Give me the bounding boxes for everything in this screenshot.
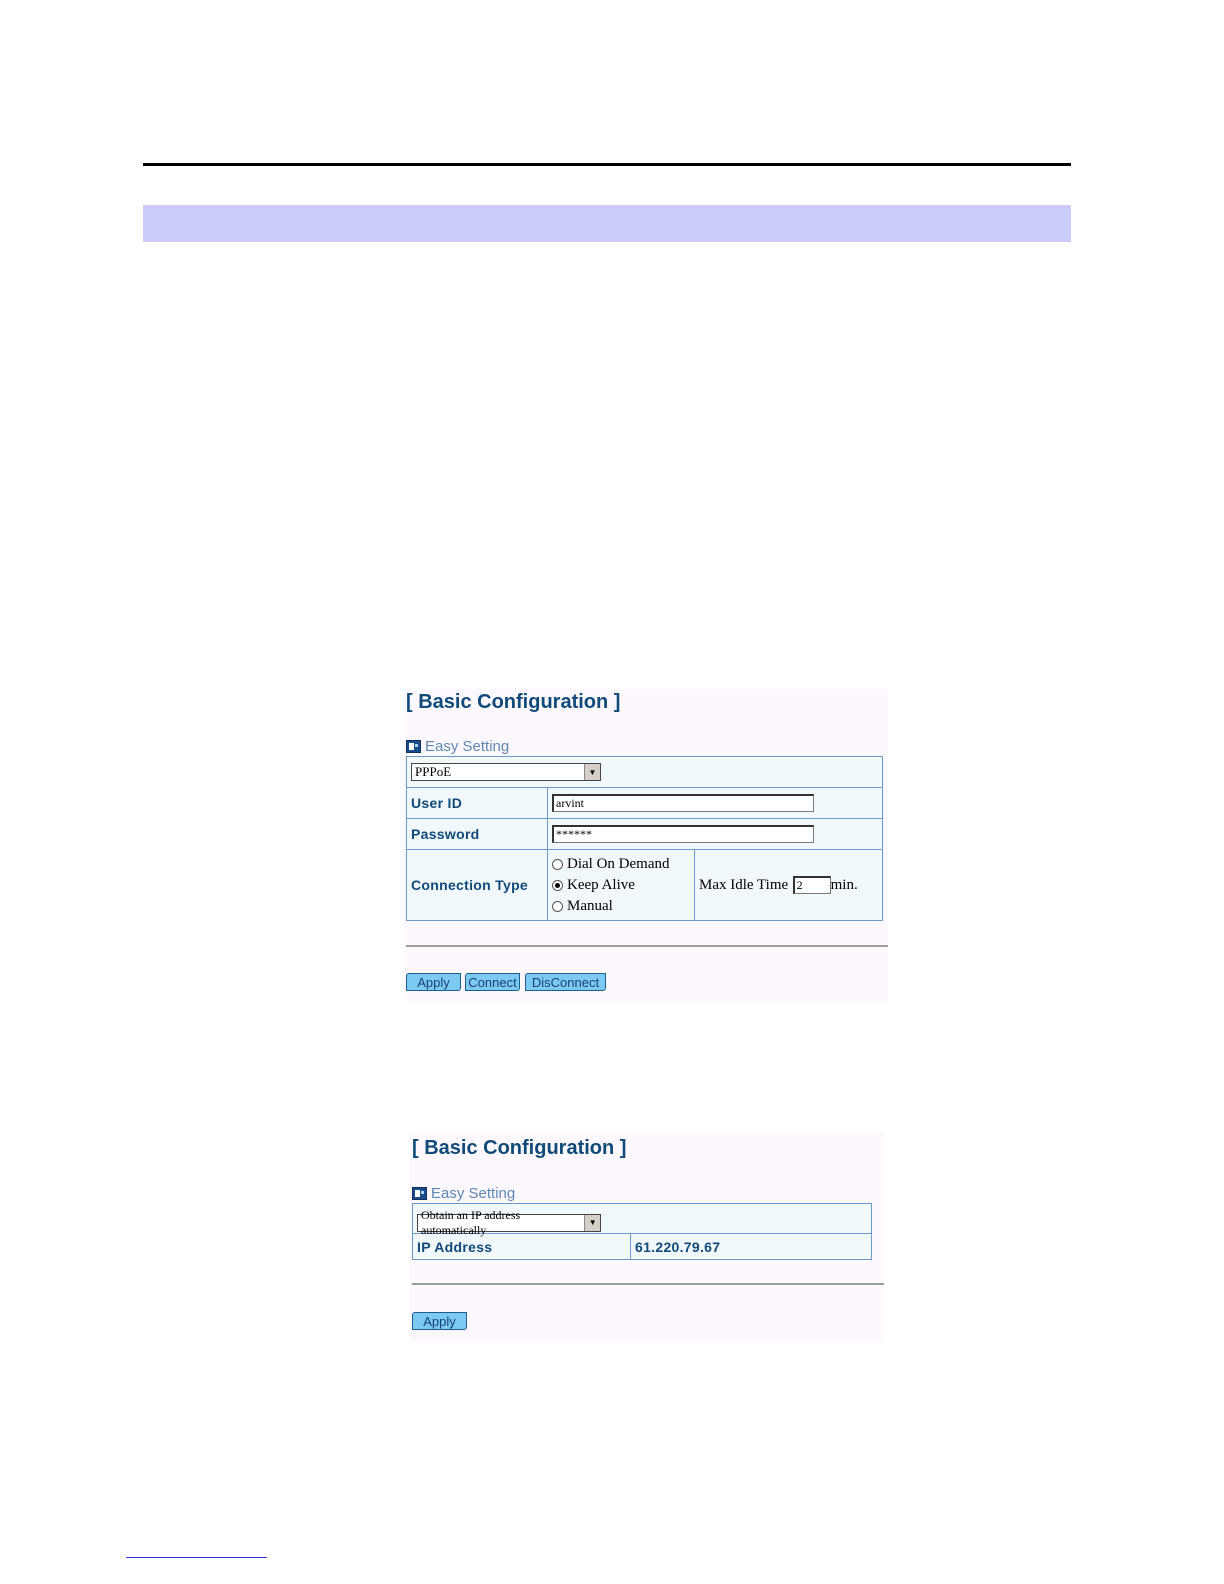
- easy-setting-icon: [406, 740, 421, 753]
- connection-mode-value: Obtain an IP address automatically: [421, 1207, 521, 1237]
- connection-mode-value: PPPoE: [415, 764, 452, 779]
- apply-button[interactable]: Apply: [406, 973, 461, 991]
- max-idle-label: Max Idle Time: [699, 877, 789, 894]
- option-label: Dial On Demand: [567, 855, 670, 872]
- header-rule: [143, 163, 1071, 166]
- option-label: Keep Alive: [567, 876, 635, 893]
- divider: [406, 945, 888, 948]
- easy-setting-label: Easy Setting: [431, 1185, 516, 1202]
- connection-type-options: [548, 850, 695, 921]
- option-manual[interactable]: [552, 896, 690, 917]
- option-dial-on-demand[interactable]: [552, 854, 690, 875]
- user-id-input[interactable]: arvint: [552, 794, 814, 812]
- easy-setting-icon: [412, 1187, 427, 1200]
- chevron-down-icon[interactable]: ▼: [584, 764, 600, 780]
- mode-row: [413, 1204, 872, 1237]
- password-cell: [548, 819, 883, 850]
- connection-mode-select[interactable]: [417, 1207, 601, 1237]
- radio-dial-on-demand[interactable]: [552, 859, 563, 870]
- divider: [412, 1283, 884, 1286]
- radio-manual[interactable]: [552, 901, 563, 912]
- mode-row: [407, 757, 883, 788]
- connect-button[interactable]: Connect: [465, 973, 520, 991]
- user-id-cell: [548, 788, 883, 819]
- password-label: Password: [407, 819, 548, 850]
- easy-setting-header: [406, 738, 509, 755]
- page-title: [ Basic Configuration ]: [412, 1137, 627, 1159]
- basic-config-pppoe-panel: [404, 689, 888, 1001]
- easy-setting-header: [412, 1185, 515, 1202]
- config-table: [412, 1203, 872, 1260]
- easy-setting-label: Easy Setting: [425, 738, 510, 755]
- basic-config-dhcp-panel: [410, 1132, 884, 1342]
- radio-keep-alive[interactable]: [552, 880, 563, 891]
- chevron-down-icon[interactable]: ▼: [584, 1215, 600, 1231]
- connection-mode-select[interactable]: [411, 763, 601, 781]
- option-keep-alive[interactable]: [552, 875, 690, 896]
- max-idle-input[interactable]: 2: [793, 876, 831, 894]
- max-idle-cell: [695, 850, 883, 921]
- disconnect-button[interactable]: DisConnect: [525, 973, 606, 991]
- config-table: [406, 756, 883, 921]
- connection-type-label: Connection Type: [407, 850, 548, 921]
- max-idle-unit: min.: [830, 877, 858, 894]
- password-input[interactable]: ******: [552, 825, 814, 843]
- user-id-label: User ID: [407, 788, 548, 819]
- page-title: [ Basic Configuration ]: [406, 691, 621, 713]
- option-label: Manual: [567, 897, 613, 914]
- section-header-band: [143, 205, 1071, 242]
- ip-address-label: IP Address: [413, 1234, 631, 1260]
- apply-button[interactable]: Apply: [412, 1312, 467, 1330]
- ip-address-value: 61.220.79.67: [631, 1234, 872, 1260]
- footer-link-underline: [126, 1557, 267, 1558]
